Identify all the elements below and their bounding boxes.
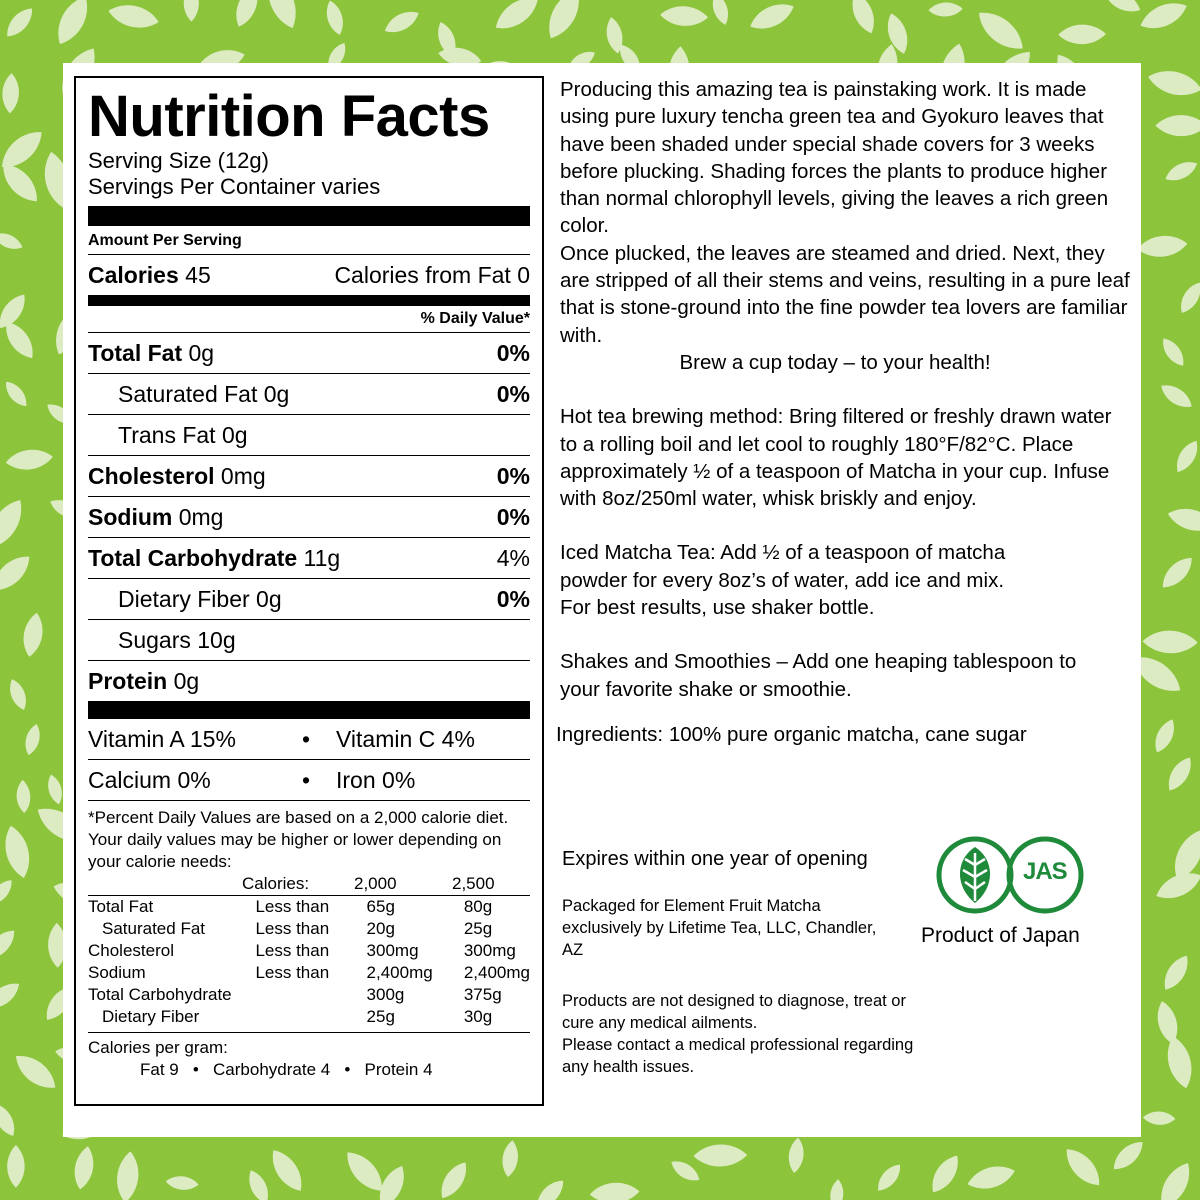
daily-values-table-body — [88, 896, 530, 1028]
expiration-note: Expires within one year of opening — [562, 848, 868, 870]
packaged-for: Packaged for Element Fruit Matcha exclusively by Lifetime Tea, LLC, Chandler, AZ — [562, 897, 877, 959]
shakes-instructions: Shakes and Smoothies – Add one heaping tablespoon to your favorite shake or smoothie. — [560, 650, 1077, 701]
hot-tea-instructions: Hot tea brewing method: Bring filtered or freshly drawn water to a rolling boil and let cool to roughly 180°F/82°C. Place approximately ½ of a teaspoon of Matcha in your cup. Infuse with 8oz/250ml water, whisk briskly and enjoy. — [560, 405, 1112, 511]
daily-values-footnote: *Percent Daily Values are based on a 2,000 calorie diet. Your daily values may be higher or lower depending on your calorie needs: — [88, 808, 509, 871]
thick-divider — [88, 206, 530, 226]
product-description — [556, 76, 1130, 748]
tagline: Brew a cup today – to your health! — [679, 350, 991, 374]
medium-divider — [88, 295, 530, 306]
vitamin-row-2: Calcium 0% • Iron 0% — [88, 766, 416, 793]
amount-per-serving: Amount Per Serving — [88, 232, 242, 249]
iced-tea-tip: For best results, use shaker bottle. — [560, 596, 875, 620]
jas-logo-text: JAS — [1023, 858, 1067, 885]
table-header-row: Calories: 2,000 2,500 — [242, 874, 495, 893]
nutrient-row-trans-fat: Trans Fat 0g — [118, 421, 248, 448]
vitamin-row-1: Vitamin A 15% • Vitamin C 4% — [88, 725, 475, 752]
calories-value: 45 — [178, 261, 211, 288]
calories-per-gram: Calories per gram: — [88, 1038, 228, 1057]
daily-value-header: % Daily Value* — [420, 310, 530, 327]
serving-size: Serving Size (12g) — [88, 148, 269, 173]
nutrient-row-total-carbohydrate: Total Carbohydrate 11g 4% — [88, 544, 530, 571]
calories-per-gram-values: Fat 9 • Carbohydrate 4 • Protein 4 — [140, 1060, 433, 1079]
table-row: Sodium Less than 2,400mg 2,400mg — [88, 963, 530, 982]
nutrition-facts-title: Nutrition Facts — [88, 84, 490, 149]
nutrient-row-dietary-fiber: Dietary Fiber 0g 0% — [118, 585, 530, 612]
nutrient-row-saturated-fat: Saturated Fat 0g 0% — [118, 380, 530, 407]
table-row: Total Carbohydrate 300g 375g — [88, 985, 502, 1004]
table-row: Saturated Fat Less than 20g 25g — [102, 919, 493, 938]
description-paragraph: Once plucked, the leaves are steamed and dried. Next, they are stripped of all their stems and veins, resulting in a pure leaf that is stone-ground into the fine powder tea lovers are familiar with. — [560, 241, 1130, 347]
product-origin: Product of Japan — [921, 924, 1080, 947]
nutrient-row-sugars: Sugars 10g — [118, 626, 236, 653]
nutrition-facts-box — [74, 76, 544, 1106]
disclaimer — [562, 990, 922, 1078]
ingredients: Ingredients: 100% pure organic matcha, cane sugar — [556, 722, 1027, 746]
table-row: Total Fat Less than 65g 80g — [88, 897, 493, 916]
nutrient-row-total-fat: Total Fat 0g 0% — [88, 339, 530, 366]
thick-divider-2 — [88, 701, 530, 719]
calories-label: Calories — [88, 261, 179, 288]
daily-values-table — [88, 873, 530, 895]
servings-per-container: Servings Per Container varies — [88, 174, 381, 199]
description-paragraph: Producing this amazing tea is painstaking work. It is made using pure luxury tencha green tea and Gyokuro leaves that have been shaded under special shade covers for 3 weeks before plucking. Shading forces the plants to produce higher than normal chlorophyll levels, giving the leaves a rich green color. — [560, 78, 1109, 238]
disclaimer-line-1: Products are not designed to diagnose, treat or cure any medical ailments. — [562, 992, 906, 1032]
nutrient-row-sodium: Sodium 0mg 0% — [88, 503, 530, 530]
calories-row — [88, 255, 530, 295]
table-row: Dietary Fiber 25g 30g — [102, 1007, 493, 1026]
disclaimer-line-2: Please contact a medical professional regarding any health issues. — [562, 1036, 914, 1076]
nutrient-row-cholesterol: Cholesterol 0mg 0% — [88, 462, 530, 489]
calories-from-fat: Calories from Fat 0 — [334, 261, 530, 288]
nutrient-row-protein: Protein 0g — [88, 667, 200, 694]
iced-tea-instructions: Iced Matcha Tea: Add ½ of a teaspoon of matcha powder for every 8oz’s of water, add ice and mix. — [560, 541, 1006, 592]
table-row: Cholesterol Less than 300mg 300mg — [88, 941, 516, 960]
